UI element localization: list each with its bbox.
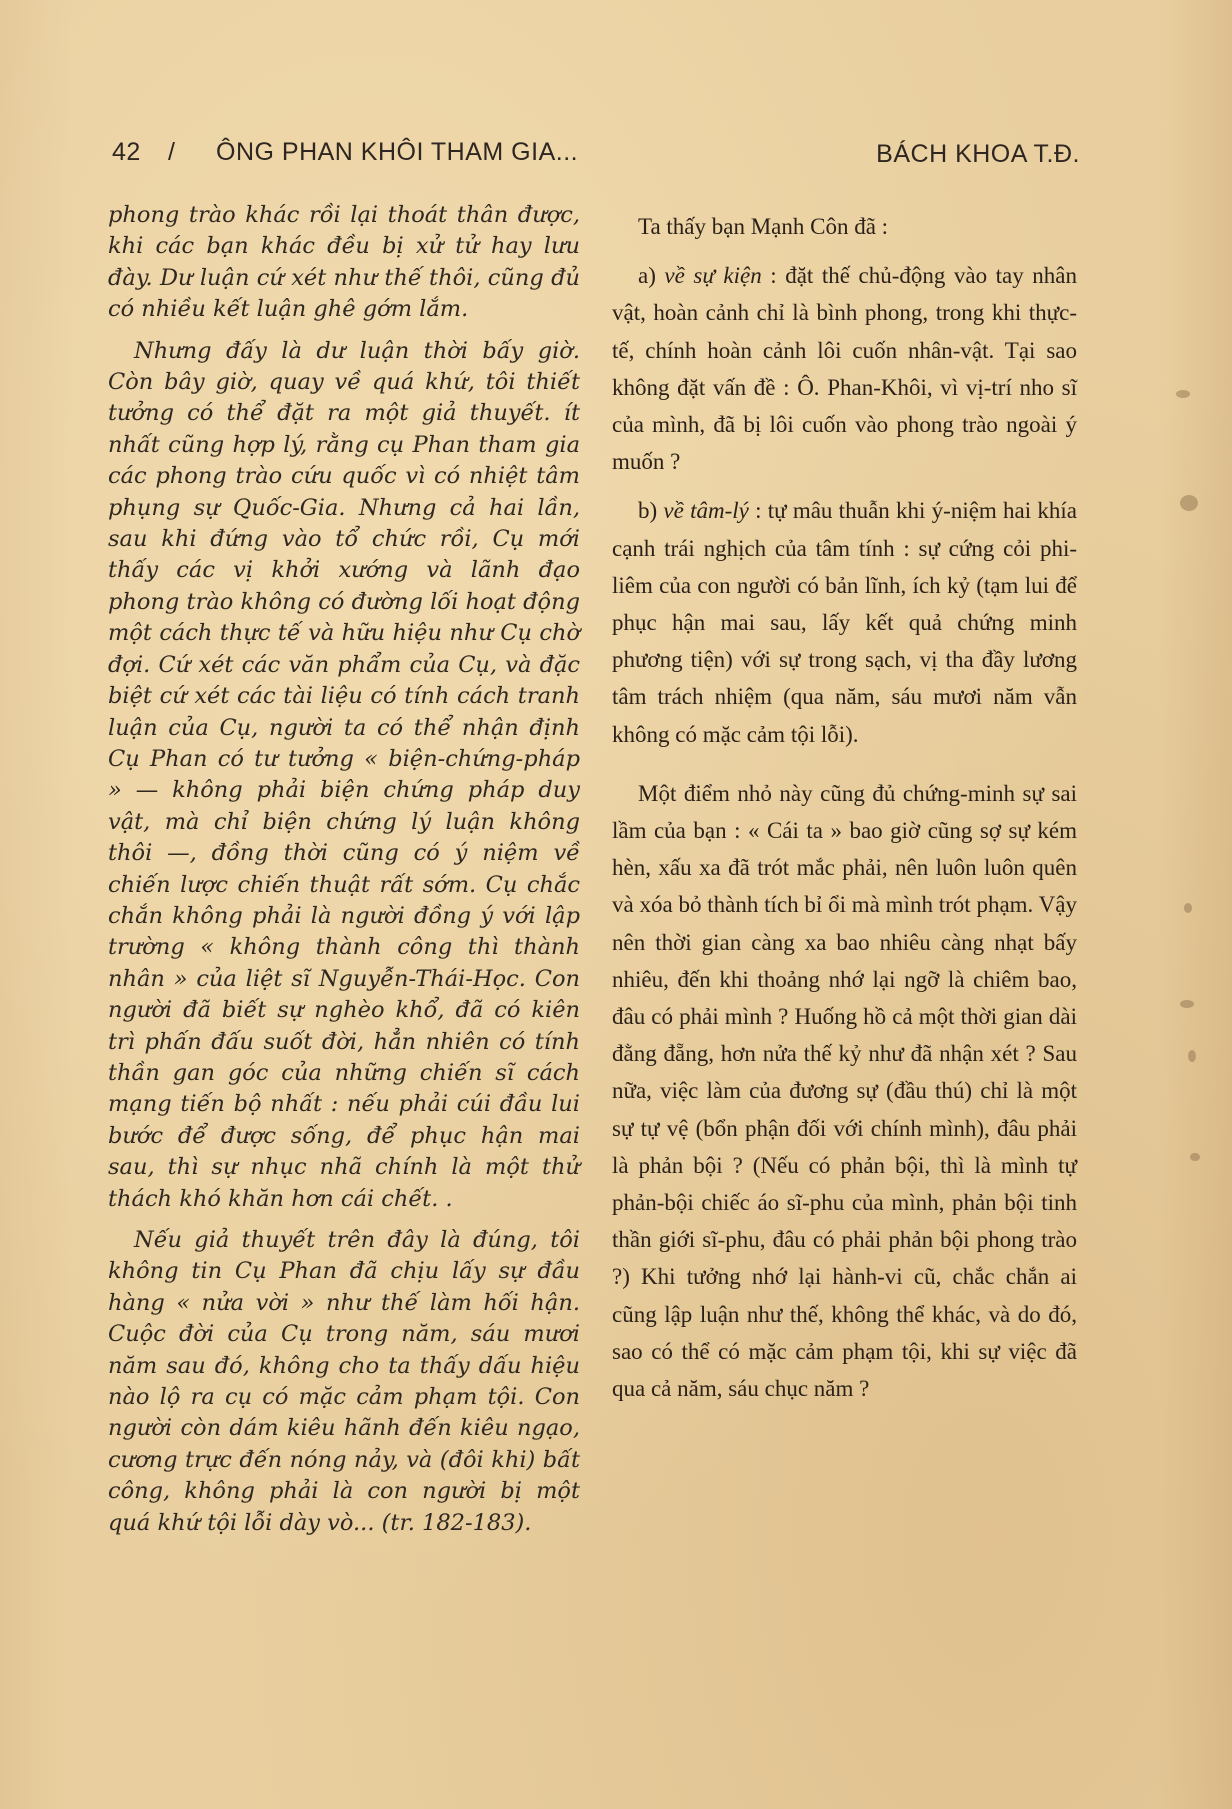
margin-smudge <box>1180 1000 1194 1008</box>
page-header <box>112 138 1080 178</box>
right-column <box>612 208 1077 1419</box>
right-closing-paragraph: Một điểm nhỏ này cũng đủ chứng-minh sự sai lầm của bạn : « Cái ta » bao giờ cũng sợ sự kém hèn, xấu xa đã trót mắc phải, nên luôn luôn quên và xóa bỏ thành tích bỉ ổi mà mình trót phạm. Vậy nên thời gian càng xa bao nhiêu càng nhạt bấy nhiêu, đến khi thoảng nhớ lại ngỡ là chiêm bao, đâu có phải mình ? Huống hồ cả một thời gian dài đằng đẵng, hơn nửa thế kỷ như đã nhận xét ? Sau nữa, việc làm của đương sự (đầu thú) chỉ là một sự tự vệ (bổn phận đối với chính mình), đâu phải là phản bội ? (Nếu có phản bội, thì là mình tự phản-bội chiếc áo sĩ-phu của mình, phản bội tinh thần giới sĩ-phu, đâu có phải phản bội phong trào ?) Khi tưởng nhớ lại hành-vi cũ, chắc chắn ai cũng lập luận như thế, không thể khác, và do đó, sao có thể có mặc cảm phạm tội, khi sự việc đã qua cả năm, sáu chục năm ? <box>612 780 1077 1402</box>
margin-smudge <box>1190 1153 1200 1161</box>
point-a-topic: về sự kiện <box>664 263 762 289</box>
point-a <box>612 257 1077 480</box>
point-b-label: b) <box>638 498 658 524</box>
right-intro: Ta thấy bạn Mạnh Côn đã : <box>638 214 889 239</box>
left-column <box>108 200 580 1549</box>
running-title: ÔNG PHAN KHÔI THAM GIA... <box>216 138 579 166</box>
point-b-topic: về tâm-lý <box>663 498 749 524</box>
left-paragraph-2: Nhưng đấy là dư luận thời bấy giờ. Còn bây giờ, quay về quá khứ, tôi thiết tưởng có thể đặt ra một giả thuyết. ít nhất cũng hợp lý, rằng cụ Phan tham gia các phong trào cứu quốc vì có nhiệt tâm phụng sự Quốc-Gia. Nhưng cả hai lần, sau khi đứng vào tổ chức rồi, Cụ mới thấy các vị khởi xướng và lãnh đạo phong trào không có đường lối hoạt động một cách thực tế và hữu hiệu như Cụ chờ đợi. Cứ xét các văn phẩm của Cụ, và đặc biệt cứ xét các tài liệu có tính cách tranh luận của Cụ, người ta có thể nhận định Cụ Phan có tư tưởng « biện-chứng-pháp » — không phải biện chứng pháp duy vật, mà chỉ biện chứng lý luận không thôi —, đồng thời cũng có ý niệm về chiến lược chiến thuật rất sớm. Cụ chắc chắn không phải là người đồng ý với lập trường « không thành công thì thành nhân » của liệt sĩ Nguyễn-Thái-Học. Con người đã biết sự nghèo khổ, đã có kiên trì phấn đấu suốt đời, hẳn nhiên có tính thần gan góc của những chiến sĩ cách mạng tiến bộ nhất : nếu phải cúi đầu lui bước để được sống, để phục hận mai sau, thì sự nhục nhã chính là một thử thách khó khăn hơn cái chết. . <box>108 337 580 1212</box>
margin-smudge <box>1184 903 1192 913</box>
point-a-text: : đặt thế chủ-động vào tay nhân vật, hoàn cảnh chỉ là bình phong, trong khi thực-tế, chính hoàn cảnh lôi cuốn nhân-vật. Tại sao không đặt vấn đề : Ô. Phan-Khôi, vì vị-trí nho sĩ của mình, đã bị lôi cuốn vào phong trào ngoài ý muốn ? <box>612 263 1077 475</box>
margin-smudge <box>1176 390 1190 398</box>
left-paragraph-1: phong trào khác rồi lại thoát thân được, khi các bạn khác đều bị xử tử hay lưu đày. Dư luận cứ xét như thế thôi, cũng đủ có nhiều kết luận ghê gớm lắm. <box>108 202 580 323</box>
point-b-text: : tự mâu thuẫn khi ý-niệm hai khía cạnh trái nghịch của tâm tính : sự cứng cỏi phi-liêm của con người có bản lĩnh, ích kỷ (tạm lui để phục hận mai sau, lấy kết quả chứng minh phương tiện) với sự trong sạch, vị tha đầy lương tâm trách nhiệm (qua năm, sáu mươi năm vẫn không có mặc cảm tội lỗi). <box>612 498 1077 747</box>
header-separator: / <box>168 138 176 166</box>
margin-smudge <box>1180 495 1198 511</box>
margin-smudge <box>1188 1050 1196 1062</box>
page-number: 42 <box>112 138 141 166</box>
journal-name: BÁCH KHOA T.Đ. <box>876 140 1080 168</box>
point-b <box>612 492 1077 752</box>
point-a-label: a) <box>638 263 656 289</box>
left-paragraph-3: Nếu giả thuyết trên đây là đúng, tôi không tin Cụ Phan đã chịu lấy sự đầu hàng « nửa vời » như thế làm hối hận. Cuộc đời của Cụ trong năm, sáu mươi năm sau đó, không cho ta thấy dấu hiệu nào lộ ra cụ có mặc cảm phạm tội. Con người còn dám kiêu hãnh đến kiêu ngạo, cương trực đến nóng nảy, và (đôi khi) bất công, không phải là con người bị một quá khứ tội lỗi dày vò... (tr. 182-183). <box>108 1227 580 1536</box>
